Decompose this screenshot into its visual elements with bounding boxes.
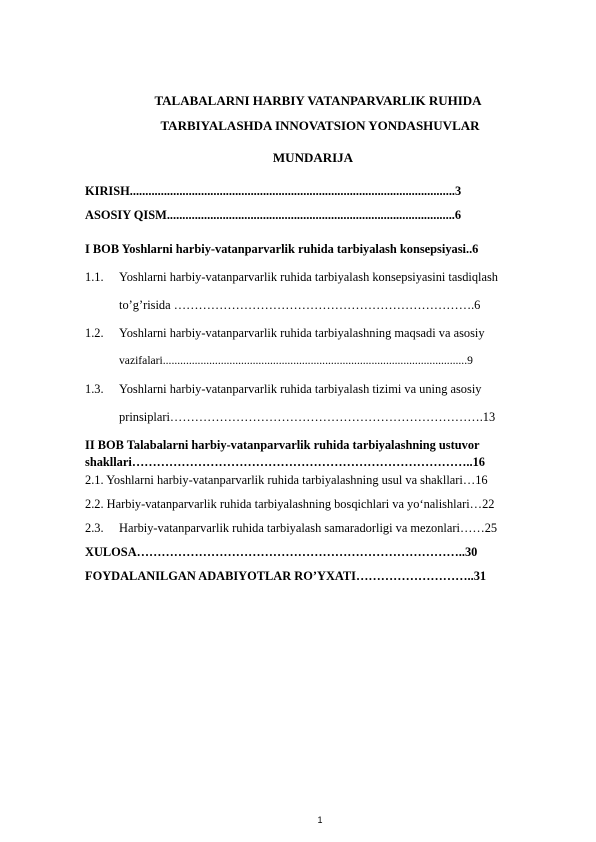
toc-entry-adabiyotlar: FOYDALANILGAN ADABIYOTLAR RO’YXATI………………………..31 xyxy=(85,569,487,583)
toc-text: Harbiy-vatanparvarlik ruhida tarbiyalash samaradorligi va mezonlari……25 xyxy=(119,521,498,535)
toc-text: Yoshlarni harbiy-vatanparvarlik ruhida tarbiyalashning maqsadi va asosiy xyxy=(119,326,485,340)
contents-heading: MUNDARIJA xyxy=(272,150,354,165)
toc-number: 1.1. xyxy=(85,270,104,284)
toc-number: 1.3. xyxy=(85,382,104,396)
toc-entry-chapter-2-continued: shakllari………………………………………………………………………..16 xyxy=(85,455,485,469)
toc-entry-1-2 xyxy=(85,326,485,341)
toc-entry-1-3-continued: prinsiplari………………………………………………………………….13 xyxy=(119,410,496,424)
document-title-line-2: TARBIYALASHDA INNOVATSION YONDASHUVLAR xyxy=(160,118,480,133)
toc-entry-1-1-continued: to’g’risida ……………………………………………………………….6 xyxy=(119,298,481,312)
toc-entry-2-3 xyxy=(85,521,497,536)
toc-number: 2.3. xyxy=(85,521,104,535)
toc-entry-chapter-2: II BOB Talabalarni harbiy-vatanparvarlik ruhida tarbiyalashning ustuvor xyxy=(85,438,480,452)
toc-entry-chapter-1: I BOB Yoshlarni harbiy-vatanparvarlik ruhida tarbiyalash konsepsiyasi..6 xyxy=(85,242,479,256)
toc-text: Yoshlarni harbiy-vatanparvarlik ruhida tarbiyalash tizimi va uning asosiy xyxy=(119,382,482,396)
page-number: 1 xyxy=(317,815,323,825)
toc-entry-asosiy-qism: ASOSIY QISM.............................................................................................6 xyxy=(85,208,462,222)
toc-number: 1.2. xyxy=(85,326,104,340)
toc-entry-2-2: 2.2. Harbiy-vatanparvarlik ruhida tarbiyalashning bosqichlari va yo‘nalishlari…22 xyxy=(85,497,495,511)
document-title-line-1: TALABALARNI HARBIY VATANPARVARLIK RUHIDA xyxy=(154,93,482,108)
toc-entry-1-3 xyxy=(85,382,481,397)
toc-entry-xulosa: XULOSA……………………………………………………………………..30 xyxy=(85,545,478,559)
toc-entry-2-1: 2.1. Yoshlarni harbiy-vatanparvarlik ruhida tarbiyalashning usul va shakllari…16 xyxy=(85,473,488,487)
toc-entry-kirish: KIRISH.........................................................................................................3 xyxy=(85,184,462,198)
toc-text: Yoshlarni harbiy-vatanparvarlik ruhida tarbiyalash konsepsiyasini tasdiqlash xyxy=(119,270,498,284)
toc-entry-1-2-continued: vazifalari.........................................................................................................9 xyxy=(119,354,473,367)
toc-entry-1-1 xyxy=(85,270,498,285)
